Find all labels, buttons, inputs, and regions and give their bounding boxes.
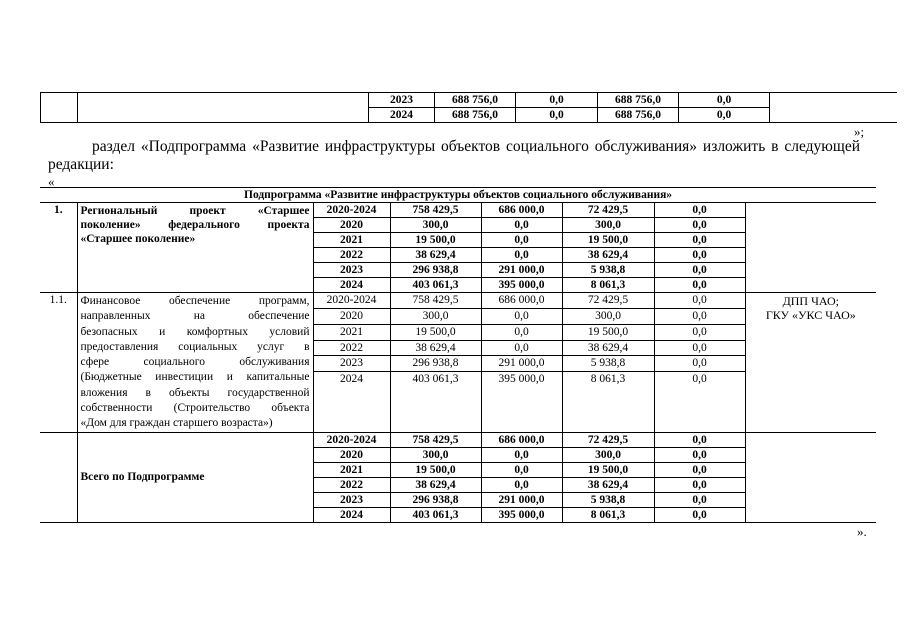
item-desc-line: вложения в объекты государственной (80, 386, 310, 399)
regional-cell: 300,0 (562, 447, 654, 462)
project-name-line: поколение» федерального проекта (80, 219, 310, 231)
other-cell: 0,0 (654, 248, 745, 263)
regional-cell: 72 429,5 (562, 203, 654, 218)
year-cell: 2024 (313, 372, 390, 432)
year-cell: 2021 (313, 324, 390, 340)
project-row (40, 203, 876, 218)
regional-cell: 72 429,5 (562, 432, 654, 447)
item-desc-line: (Бюджетные инвестиции и капитальные (80, 371, 310, 384)
other-cell: 0,0 (654, 218, 745, 233)
federal-cell: 395 000,0 (481, 507, 562, 522)
federal-cell: 291 000,0 (481, 263, 562, 278)
total-executor (745, 432, 876, 522)
regional-cell: 5 938,8 (562, 492, 654, 507)
total-cell: 758 429,5 (390, 293, 481, 309)
year-cell: 2023 (313, 263, 390, 278)
quote-close-1: »; (854, 124, 865, 139)
year-cell: 2020-2024 (313, 293, 390, 309)
top-executor-cell (770, 93, 897, 123)
regional-cell: 72 429,5 (562, 293, 654, 309)
regional-cell: 38 629,4 (562, 477, 654, 492)
federal-cell: 0,0 (481, 447, 562, 462)
project-name-line: Региональный проект «Старшее (80, 205, 310, 217)
other-cell: 0,0 (654, 293, 745, 309)
total-cell: 19 500,0 (390, 233, 481, 248)
paragraph-line-2: редакции: (48, 156, 114, 173)
federal-cell: 0,0 (481, 477, 562, 492)
federal-cell: 0,0 (516, 93, 598, 108)
federal-cell: 0,0 (481, 340, 562, 356)
regional-cell: 688 756,0 (598, 108, 679, 123)
total-cell: 758 429,5 (390, 432, 481, 447)
item-desc-line: сфере социального обслуживания (80, 356, 310, 369)
top-fragment-table (40, 92, 897, 123)
federal-cell: 686 000,0 (481, 203, 562, 218)
total-cell: 38 629,4 (390, 248, 481, 263)
total-cell: 38 629,4 (390, 340, 481, 356)
year-cell: 2020-2024 (313, 203, 390, 218)
top-name-cell (78, 93, 369, 123)
project-name-line: «Старшее поколение» (80, 233, 196, 245)
year-cell: 2024 (313, 278, 390, 293)
regional-cell: 38 629,4 (562, 248, 654, 263)
subprogram-title-row (40, 188, 876, 203)
regional-cell: 688 756,0 (598, 93, 679, 108)
total-cell: 300,0 (390, 308, 481, 324)
total-cell: 403 061,3 (390, 372, 481, 432)
project-name (77, 203, 313, 293)
total-cell: 403 061,3 (390, 278, 481, 293)
total-cell: 758 429,5 (390, 203, 481, 218)
year-cell: 2022 (313, 477, 390, 492)
federal-cell: 0,0 (481, 248, 562, 263)
regional-cell: 300,0 (562, 218, 654, 233)
total-cell: 300,0 (390, 447, 481, 462)
total-cell: 688 756,0 (435, 108, 516, 123)
year-cell: 2020 (313, 218, 390, 233)
other-cell: 0,0 (654, 233, 745, 248)
federal-cell: 0,0 (481, 462, 562, 477)
year-cell: 2024 (313, 507, 390, 522)
project-num: 1. (40, 203, 77, 293)
total-cell: 296 938,8 (390, 263, 481, 278)
other-cell: 0,0 (654, 492, 745, 507)
item-desc-line: безопасных и комфортных условий (80, 325, 310, 338)
other-cell: 0,0 (654, 203, 745, 218)
federal-cell: 395 000,0 (481, 372, 562, 432)
quote-open: « (48, 174, 55, 189)
item-desc-line: Финансовое обеспечение программ, (80, 295, 310, 307)
item-row (40, 293, 876, 309)
item-desc-line: предоставления социальных услуг в (80, 340, 310, 353)
year-cell: 2023 (369, 93, 435, 108)
total-cell: 688 756,0 (435, 93, 516, 108)
total-cell: 300,0 (390, 218, 481, 233)
total-row (40, 432, 876, 447)
other-cell: 0,0 (654, 356, 745, 372)
year-cell: 2021 (313, 462, 390, 477)
total-cell: 19 500,0 (390, 462, 481, 477)
federal-cell: 686 000,0 (481, 432, 562, 447)
year-cell: 2020 (313, 308, 390, 324)
other-cell: 0,0 (654, 324, 745, 340)
federal-cell: 0,0 (516, 108, 598, 123)
other-cell: 0,0 (654, 507, 745, 522)
year-cell: 2021 (313, 233, 390, 248)
executor-line: ДПП ЧАО; (782, 294, 839, 308)
item-desc-line: направленных на обеспечение (80, 310, 310, 323)
other-cell: 0,0 (654, 372, 745, 432)
federal-cell: 0,0 (481, 233, 562, 248)
item-description (77, 293, 313, 433)
total-label: Всего по Подпрограмме (77, 432, 313, 522)
other-cell: 0,0 (654, 477, 745, 492)
paragraph-line-1: раздел «Подпрограмма «Развитие инфраструктуры объектов социального обслуживания» изложить в следующей (92, 138, 860, 155)
item-desc-line: собственности (Строительство объекта (80, 402, 310, 415)
federal-cell: 0,0 (481, 218, 562, 233)
other-cell: 0,0 (654, 462, 745, 477)
item-executor (745, 293, 876, 433)
top-row-2023 (41, 93, 897, 108)
year-cell: 2020-2024 (313, 432, 390, 447)
executor-line: ГКУ «УКС ЧАО» (765, 308, 856, 322)
item-desc-line: «Дом для граждан старшего возраста») (80, 417, 273, 430)
federal-cell: 395 000,0 (481, 278, 562, 293)
total-cell: 403 061,3 (390, 507, 481, 522)
regional-cell: 8 061,3 (562, 372, 654, 432)
other-cell: 0,0 (679, 108, 770, 123)
other-cell: 0,0 (679, 93, 770, 108)
subprogram-title: Подпрограмма «Развитие инфраструктуры объектов социального обслуживания» (40, 188, 876, 203)
regional-cell: 38 629,4 (562, 340, 654, 356)
year-cell: 2022 (313, 340, 390, 356)
federal-cell: 686 000,0 (481, 293, 562, 309)
year-cell: 2022 (313, 248, 390, 263)
quote-close-2: ». (857, 524, 867, 539)
regional-cell: 8 061,3 (562, 507, 654, 522)
regional-cell: 5 938,8 (562, 356, 654, 372)
other-cell: 0,0 (654, 340, 745, 356)
item-num: 1.1. (40, 293, 77, 433)
project-executor (745, 203, 876, 293)
year-cell: 2023 (313, 492, 390, 507)
total-cell: 296 938,8 (390, 356, 481, 372)
total-cell: 19 500,0 (390, 324, 481, 340)
year-cell: 2020 (313, 447, 390, 462)
federal-cell: 291 000,0 (481, 492, 562, 507)
regional-cell: 19 500,0 (562, 462, 654, 477)
other-cell: 0,0 (654, 278, 745, 293)
other-cell: 0,0 (654, 263, 745, 278)
regional-cell: 8 061,3 (562, 278, 654, 293)
top-num-cell (41, 93, 78, 123)
regional-cell: 5 938,8 (562, 263, 654, 278)
regional-cell: 19 500,0 (562, 233, 654, 248)
federal-cell: 291 000,0 (481, 356, 562, 372)
total-cell: 296 938,8 (390, 492, 481, 507)
total-num (40, 432, 77, 522)
year-cell: 2024 (369, 108, 435, 123)
other-cell: 0,0 (654, 308, 745, 324)
federal-cell: 0,0 (481, 324, 562, 340)
regional-cell: 19 500,0 (562, 324, 654, 340)
subprogram-table (40, 187, 876, 523)
regional-cell: 300,0 (562, 308, 654, 324)
year-cell: 2023 (313, 356, 390, 372)
federal-cell: 0,0 (481, 308, 562, 324)
total-cell: 38 629,4 (390, 477, 481, 492)
other-cell: 0,0 (654, 432, 745, 447)
other-cell: 0,0 (654, 447, 745, 462)
